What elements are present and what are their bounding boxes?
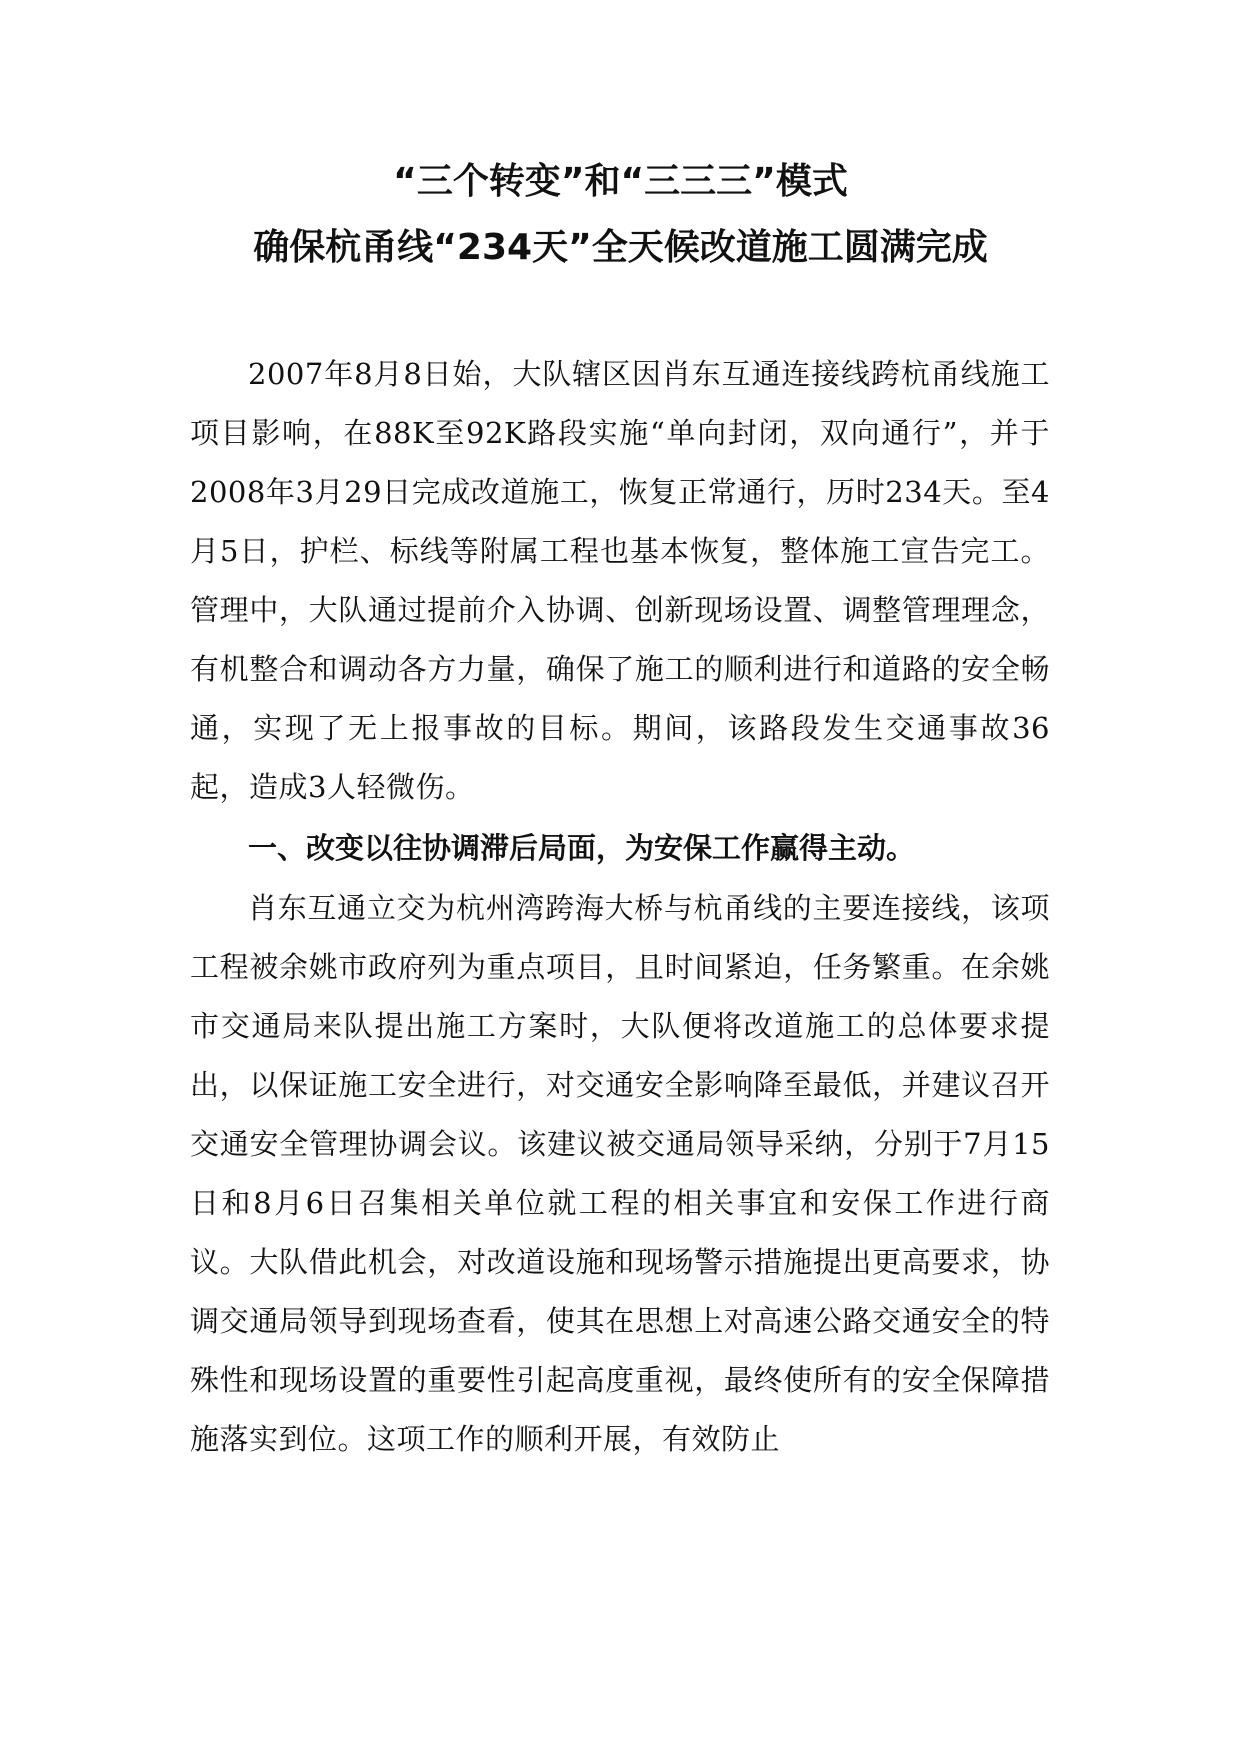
section-heading-1: 一、改变以往协调滞后局面，为安保工作赢得主动。 xyxy=(248,831,916,865)
body-paragraph-intro: 2007年8月8日始，大队辖区因肖东互通连接线跨杭甬线施工项目影响，在88K至92K路段实施“单向封闭，双向通行”，并于2008年3月29日完成改道施工，恢复正常通行，历时234天。至4月5日，护栏、标线等附属工程也基本恢复，整体施工宣告完工。管理中，大队通过提前介入协调、创新现场设置、调整管理理念，有机整合和调动各方力量，确保了施工的顺利进行和道路的安全畅通，实现了无上报事故的目标。期间，该路段发生交通事故36起，造成3人轻微伤。 xyxy=(190,357,1050,804)
document-title-line-2: 确保杭甬线“234天”全天候改道施工圆满完成 xyxy=(253,227,988,268)
document-title-line-1: “三个转变”和“三三三”模式 xyxy=(393,161,848,202)
document-body xyxy=(190,345,1050,1469)
body-paragraph-section-1: 肖东互通立交为杭州湾跨海大桥与杭甬线的主要连接线，该项工程被余姚市政府列为重点项目，且时间紧迫，任务繁重。在余姚市交通局来队提出施工方案时，大队便将改道施工的总体要求提出，以保证施工安全进行，对交通安全影响降至最低，并建议召开交通安全管理协调会议。该建议被交通局领导采纳，分别于7月15日和8月6日召集相关单位就工程的相关事宜和安保工作进行商议。大队借此机会，对改道设施和现场警示措施提出更高要求，协调交通局领导到现场查看，使其在思想上对高速公路交通安全的特殊性和现场设置的重要性引起高度重视，最终使所有的安全保障措施落实到位。这项工作的顺利开展，有效防止 xyxy=(190,891,1050,1456)
